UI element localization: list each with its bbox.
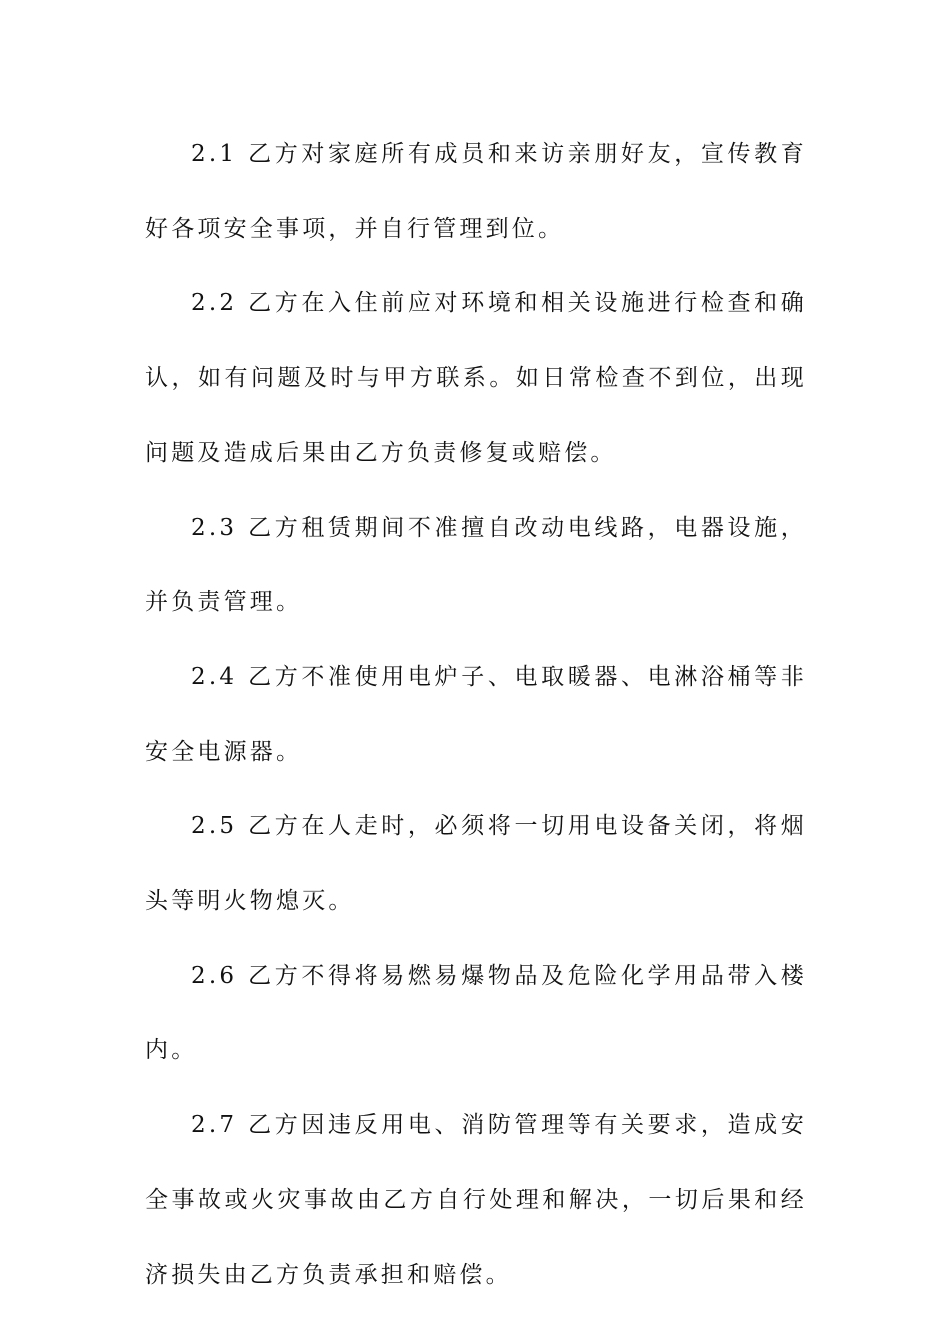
clause-2-6: 2.6 乙方不得将易燃易爆物品及危险化学用品带入楼内。 <box>145 962 807 1064</box>
clause-2-3: 2.3 乙方租赁期间不准擅自改动电线路，电器设施，并负责管理。 <box>145 514 807 616</box>
clause-2-1: 2.1 乙方对家庭所有成员和来访亲朋好友，宣传教育好各项安全事项，并自行管理到位。 <box>145 141 807 242</box>
clause-2-5: 2.5 乙方在人走时，必须将一切用电设备关闭，将烟头等明火物熄灭。 <box>145 813 807 915</box>
clause-2-7: 2.7 乙方因违反用电、消防管理等有关要求，造成安全事故或火灾事故由乙方自行处理和解决，一切后果和经济损失由乙方负责承担和赔偿。 <box>145 1112 807 1288</box>
document-body <box>145 117 807 1312</box>
clause-2-4: 2.4 乙方不准使用电炉子、电取暖器、电淋浴桶等非安全电源器。 <box>145 663 807 765</box>
clause-2-2: 2.2 乙方在入住前应对环境和相关设施进行检查和确认，如有问题及时与甲方联系。如日常检查不到位，出现问题及造成后果由乙方负责修复或赔偿。 <box>145 290 807 466</box>
